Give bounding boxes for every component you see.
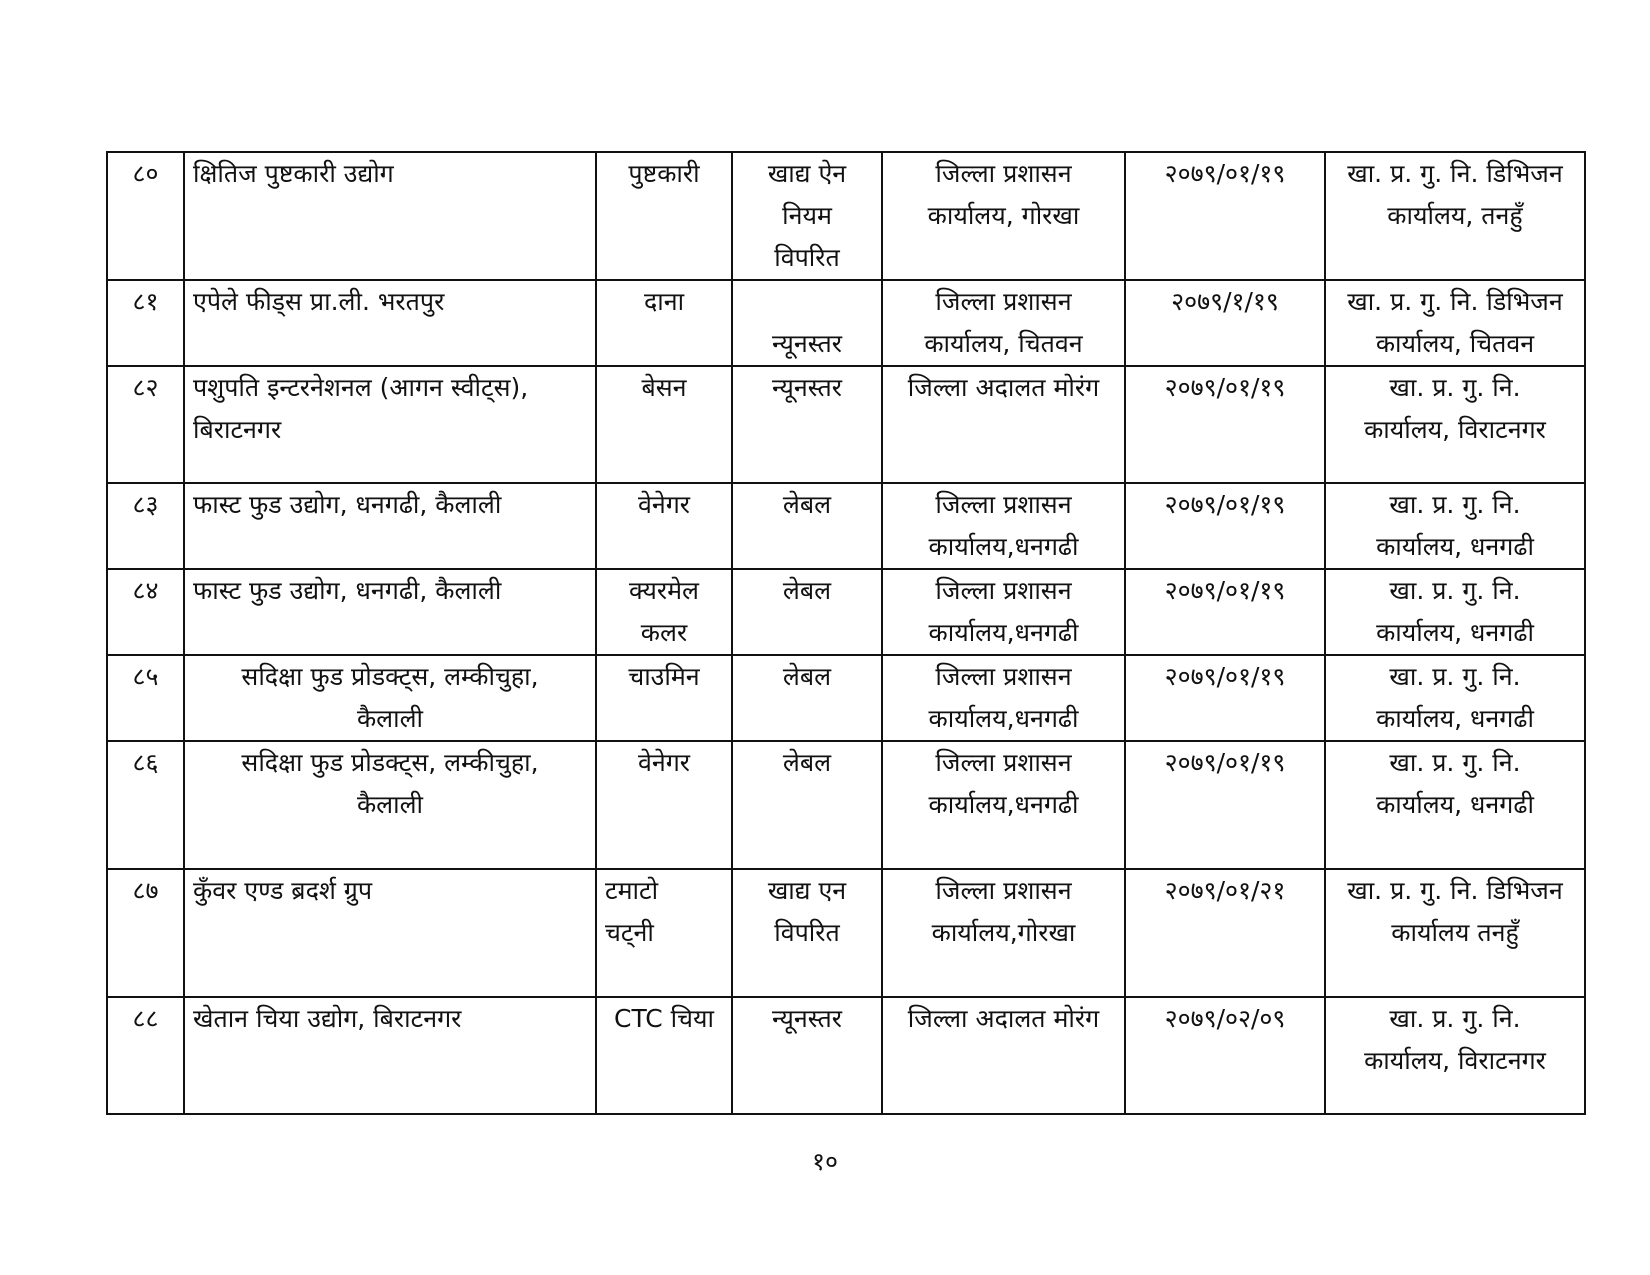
serial-number-cell: ८७: [107, 869, 184, 997]
date-cell: २०७९/१/१९: [1125, 280, 1325, 366]
industry-name-cell: सदिक्षा फुड प्रोडक्ट्स, लम्कीचुहा, कैलाली: [184, 655, 596, 741]
issue-cell: खाद्य ऐन नियम विपरित: [732, 152, 882, 280]
office-cell: जिल्ला अदालत मोरंग: [882, 997, 1125, 1114]
industry-name-cell: कुँवर एण्ड ब्रदर्श ग्रुप: [184, 869, 596, 997]
division-cell: खा. प्र. गु. नि. डिभिजन कार्यालय, चितवन: [1325, 280, 1585, 366]
date-cell: २०७९/०१/१९: [1125, 741, 1325, 869]
issue-cell: लेबल: [732, 741, 882, 869]
office-cell: जिल्ला प्रशासन कार्यालय,धनगढी: [882, 483, 1125, 569]
page-number: १०: [811, 1147, 838, 1176]
issue-cell: लेबल: [732, 569, 882, 655]
product-cell: पुष्टकारी: [596, 152, 732, 280]
office-cell: जिल्ला प्रशासन कार्यालय,धनगढी: [882, 655, 1125, 741]
product-cell: टमाटो चट्नी: [596, 869, 732, 997]
date-cell: २०७९/०१/१९: [1125, 569, 1325, 655]
industry-name-cell: फास्ट फुड उद्योग, धनगढी, कैलाली: [184, 483, 596, 569]
issue-cell: न्यूनस्तर: [732, 280, 882, 366]
division-cell: खा. प्र. गु. नि. कार्यालय, धनगढी: [1325, 569, 1585, 655]
table-row: [107, 997, 1585, 1114]
division-cell: खा. प्र. गु. नि. कार्यालय, धनगढी: [1325, 483, 1585, 569]
industry-name-cell: सदिक्षा फुड प्रोडक्ट्स, लम्कीचुहा, कैलाली: [184, 741, 596, 869]
product-cell: वेनेगर: [596, 741, 732, 869]
table-row: [107, 655, 1585, 741]
date-cell: २०७९/०१/१९: [1125, 483, 1325, 569]
date-cell: २०७९/०१/१९: [1125, 152, 1325, 280]
division-cell: खा. प्र. गु. नि. कार्यालय, विराटनगर: [1325, 366, 1585, 483]
division-cell: खा. प्र. गु. नि. डिभिजन कार्यालय तनहुँ: [1325, 869, 1585, 997]
serial-number-cell: ८३: [107, 483, 184, 569]
table-row: [107, 280, 1585, 366]
product-cell: वेनेगर: [596, 483, 732, 569]
industry-name-cell: पशुपति इन्टरनेशनल (आगन स्वीट्स), बिराटनगर: [184, 366, 596, 483]
serial-number-cell: ८२: [107, 366, 184, 483]
division-cell: खा. प्र. गु. नि. कार्यालय, विराटनगर: [1325, 997, 1585, 1114]
office-cell: जिल्ला प्रशासन कार्यालय, चितवन: [882, 280, 1125, 366]
date-cell: २०७९/०१/१९: [1125, 366, 1325, 483]
industry-name-cell: खेतान चिया उद्योग, बिराटनगर: [184, 997, 596, 1114]
issue-cell: लेबल: [732, 483, 882, 569]
table-row: [107, 152, 1585, 280]
issue-cell: लेबल: [732, 655, 882, 741]
product-cell: दाना: [596, 280, 732, 366]
office-cell: जिल्ला प्रशासन कार्यालय,धनगढी: [882, 741, 1125, 869]
office-cell: जिल्ला प्रशासन कार्यालय,धनगढी: [882, 569, 1125, 655]
product-cell: क्यरमेल कलर: [596, 569, 732, 655]
product-cell: बेसन: [596, 366, 732, 483]
division-cell: खा. प्र. गु. नि. कार्यालय, धनगढी: [1325, 741, 1585, 869]
serial-number-cell: ८५: [107, 655, 184, 741]
serial-number-cell: ८८: [107, 997, 184, 1114]
office-cell: जिल्ला प्रशासन कार्यालय,गोरखा: [882, 869, 1125, 997]
table-row: [107, 569, 1585, 655]
serial-number-cell: ८४: [107, 569, 184, 655]
issue-cell: न्यूनस्तर: [732, 366, 882, 483]
table-row: [107, 366, 1585, 483]
table-row: [107, 483, 1585, 569]
division-cell: खा. प्र. गु. नि. कार्यालय, धनगढी: [1325, 655, 1585, 741]
industry-name-cell: क्षितिज पुष्टकारी उद्योग: [184, 152, 596, 280]
issue-cell: खाद्य एन विपरित: [732, 869, 882, 997]
product-cell: चाउमिन: [596, 655, 732, 741]
date-cell: २०७९/०१/१९: [1125, 655, 1325, 741]
industry-name-cell: एपेले फीड्स प्रा.ली. भरतपुर: [184, 280, 596, 366]
division-cell: खा. प्र. गु. नि. डिभिजन कार्यालय, तनहुँ: [1325, 152, 1585, 280]
industry-name-cell: फास्ट फुड उद्योग, धनगढी, कैलाली: [184, 569, 596, 655]
records-table-body: [107, 152, 1585, 1114]
date-cell: २०७९/०१/२१: [1125, 869, 1325, 997]
records-table: [106, 151, 1586, 1115]
table-row: [107, 741, 1585, 869]
date-cell: २०७९/०२/०९: [1125, 997, 1325, 1114]
issue-cell: न्यूनस्तर: [732, 997, 882, 1114]
serial-number-cell: ८०: [107, 152, 184, 280]
office-cell: जिल्ला प्रशासन कार्यालय, गोरखा: [882, 152, 1125, 280]
office-cell: जिल्ला अदालत मोरंग: [882, 366, 1125, 483]
product-cell: CTC चिया: [596, 997, 732, 1114]
serial-number-cell: ८१: [107, 280, 184, 366]
table-row: [107, 869, 1585, 997]
serial-number-cell: ८६: [107, 741, 184, 869]
